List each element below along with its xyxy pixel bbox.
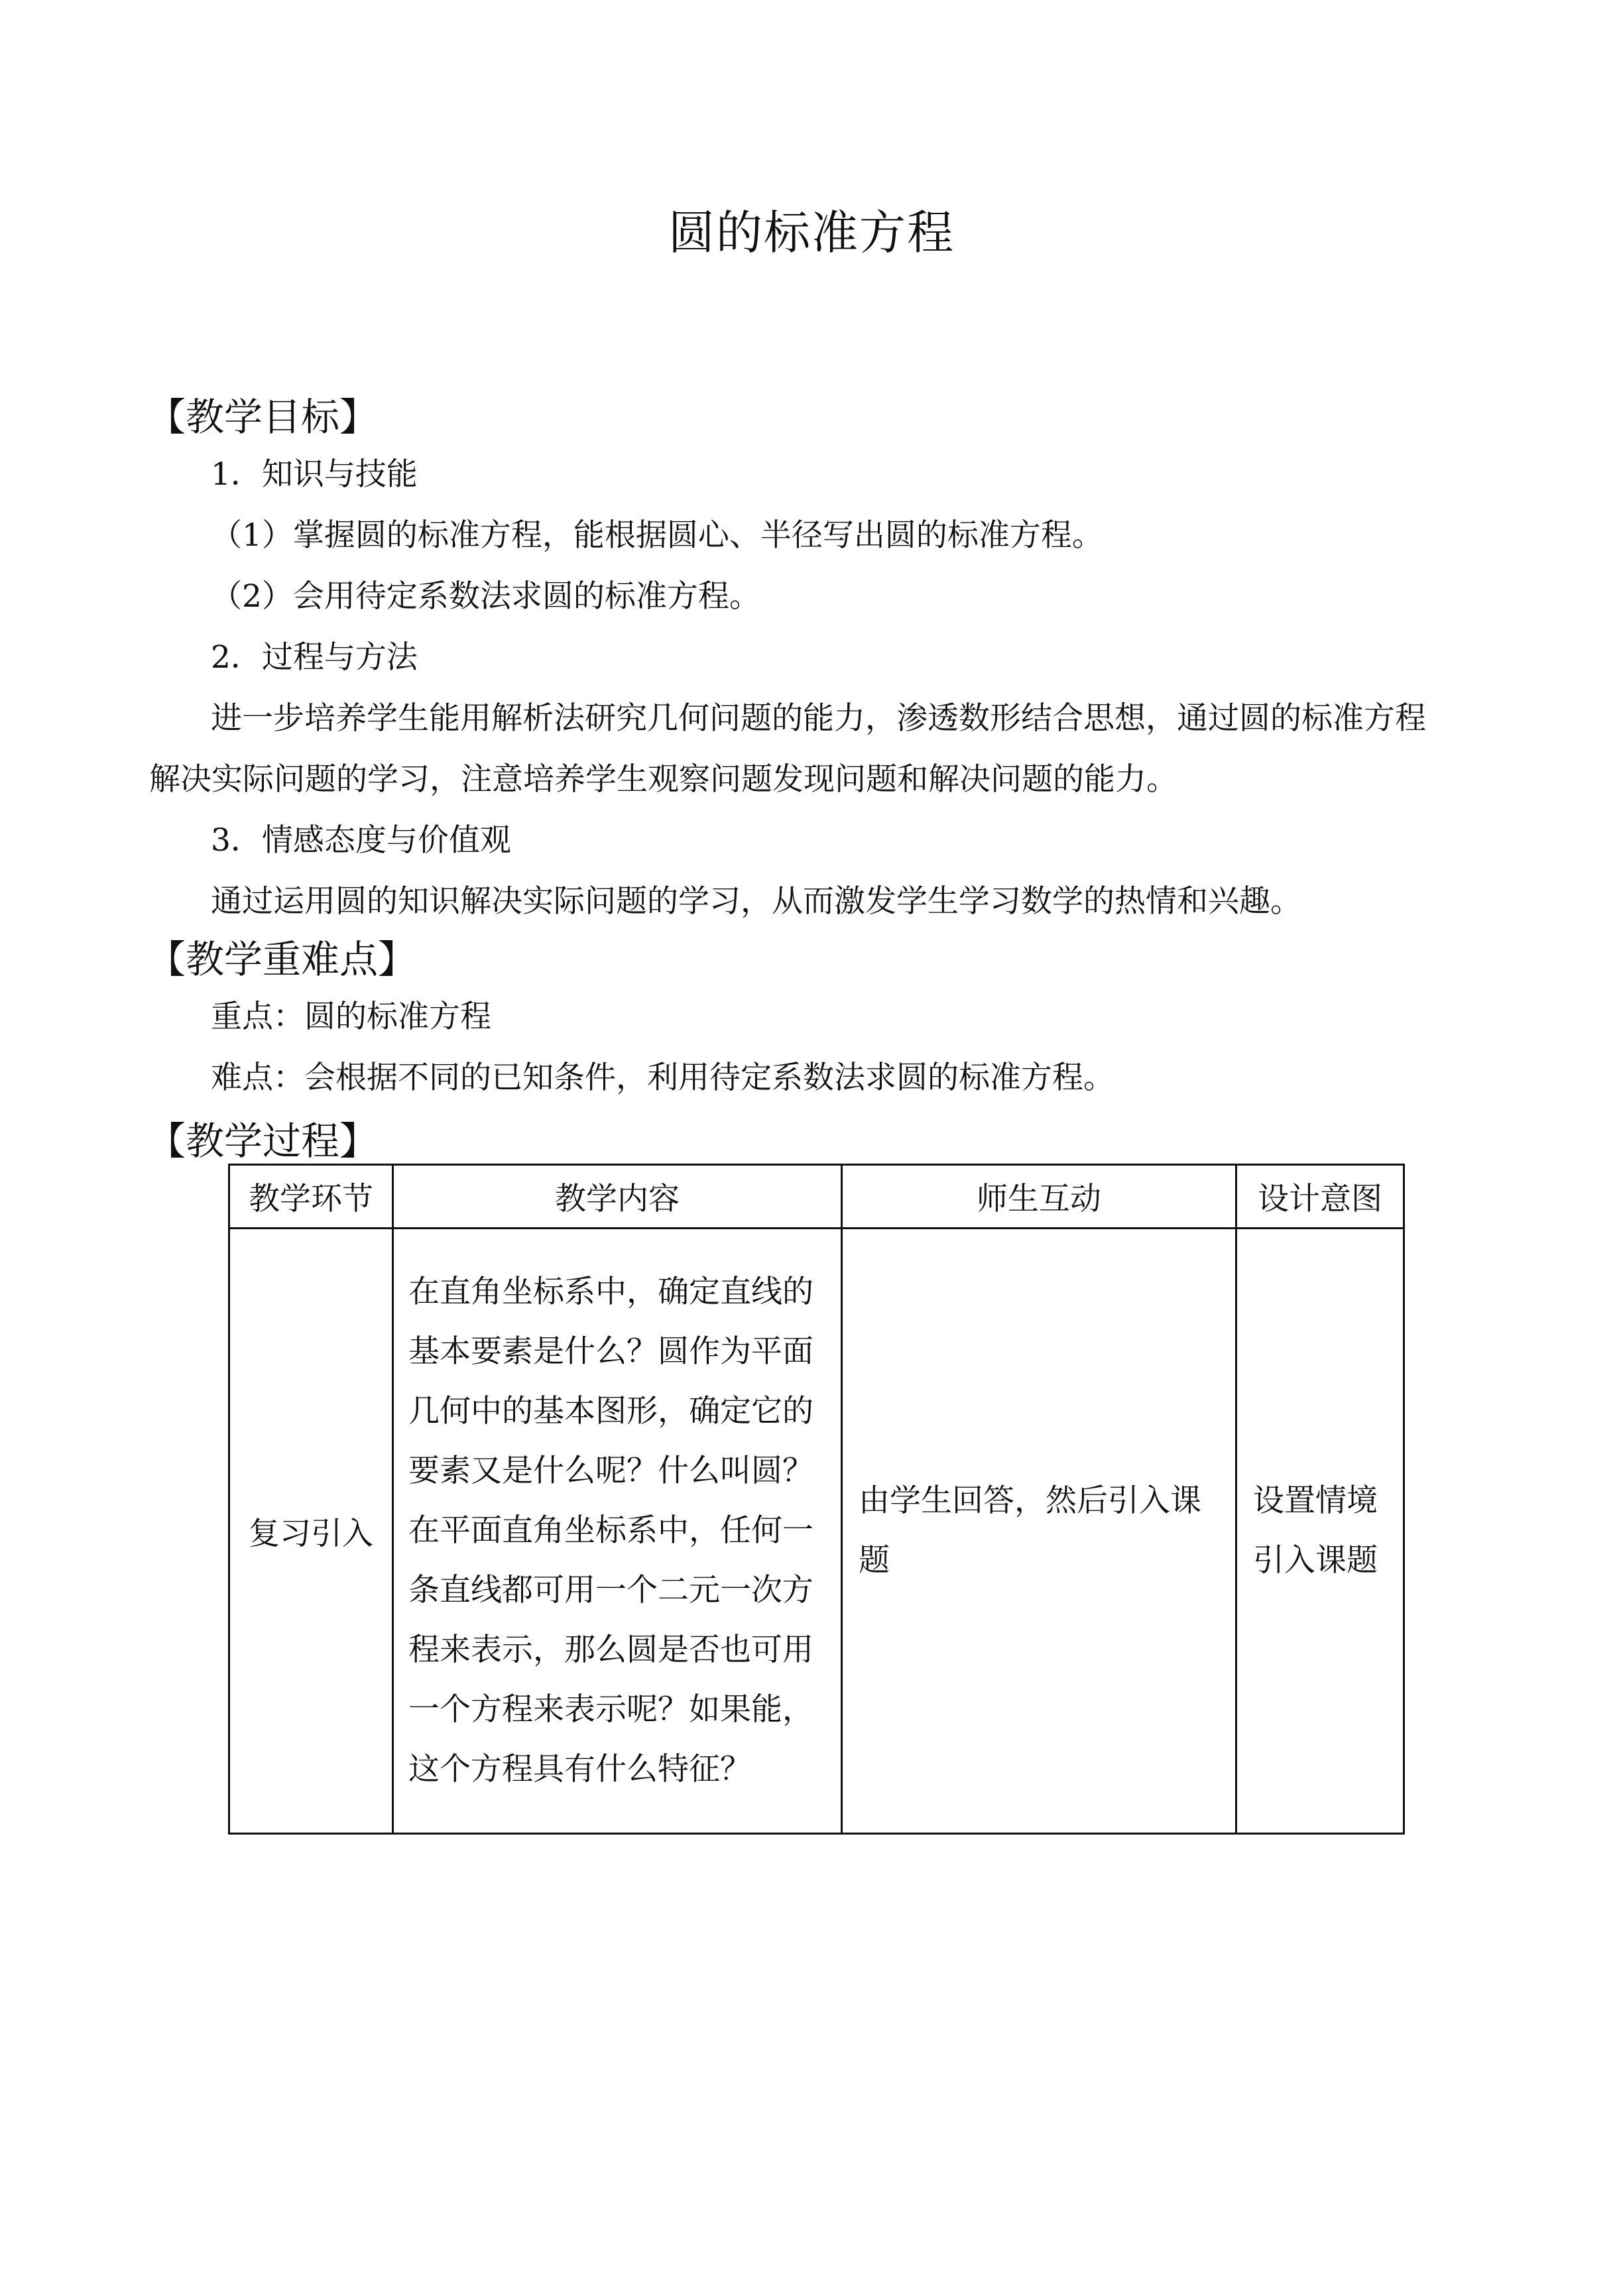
row-content: 在直角坐标系中，确定直线的基本要素是什么？圆作为平面几何中的基本图形，确定它的要素又是什么呢？什么叫圆？在平面直角坐标系中，任何一条直线都可用一个二元一次方程来表示，那么圆是否也可用一个方程来表示呢？如果能，这个方程具有什么特征？: [393, 1229, 842, 1834]
key-points-heading: 【教学重难点】: [147, 937, 417, 982]
objective-2-line-2: 解决实际问题的学习，注意培养学生观察问题发现问题和解决问题的能力。: [149, 761, 1177, 798]
objectives-heading: 【教学目标】: [147, 394, 379, 440]
objective-1-label: 1．知识与技能: [211, 456, 418, 493]
focus-point: 重点：圆的标准方程: [211, 998, 491, 1035]
table-header-row: [229, 1165, 1404, 1229]
process-heading: 【教学过程】: [147, 1118, 379, 1164]
row-section: 复习引入: [229, 1229, 393, 1834]
row-purpose: 设置情境引入课题: [1236, 1229, 1404, 1834]
row-interaction: 由学生回答，然后引入课题: [842, 1229, 1236, 1834]
objective-3-text: 通过运用圆的知识解决实际问题的学习，从而激发学生学习数学的热情和兴趣。: [211, 883, 1301, 920]
table-row: [229, 1229, 1404, 1834]
column-header-purpose: 设计意图: [1236, 1165, 1404, 1229]
column-header-content: 教学内容: [393, 1165, 842, 1229]
objective-1-point-2: （2）会用待定系数法求圆的标准方程。: [211, 578, 760, 615]
objective-2-label: 2．过程与方法: [211, 639, 418, 676]
column-header-interaction: 师生互动: [842, 1165, 1236, 1229]
objective-1-point-1: （1）掌握圆的标准方程，能根据圆心、半径写出圆的标准方程。: [211, 517, 1103, 554]
objective-2-line-1: 进一步培养学生能用解析法研究几何问题的能力，渗透数形结合思想，通过圆的标准方程: [211, 700, 1426, 737]
column-header-section: 教学环节: [229, 1165, 393, 1229]
objective-3-label: 3．情感态度与价值观: [211, 822, 511, 859]
page-title: 圆的标准方程: [668, 206, 955, 260]
process-table: [228, 1164, 1405, 1835]
difficulty-point: 难点：会根据不同的已知条件，利用待定系数法求圆的标准方程。: [211, 1059, 1114, 1096]
